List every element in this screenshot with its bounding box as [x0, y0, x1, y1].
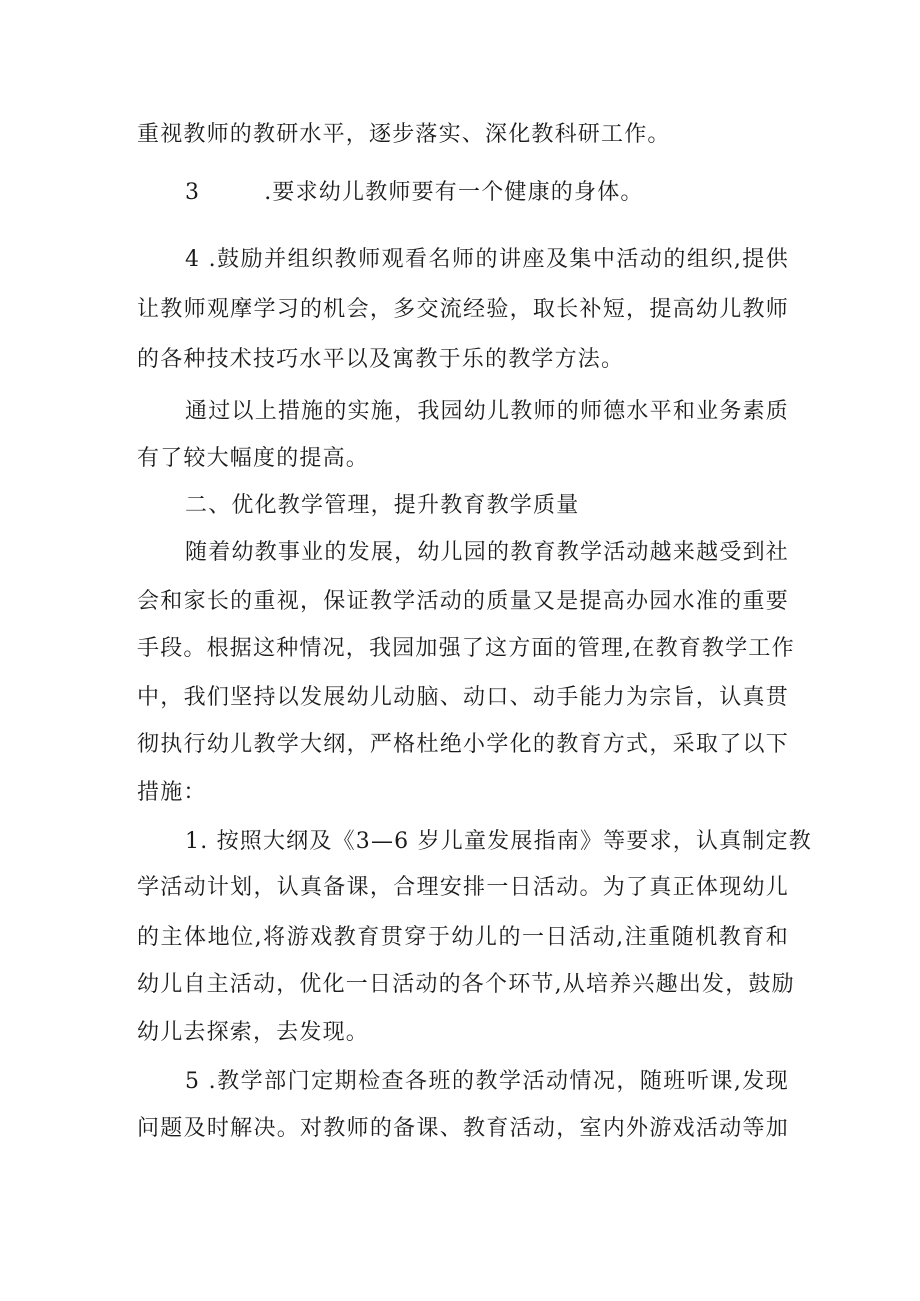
paragraph-line: 让教师观摩学习的机会，多交流经验，取长补短，提高幼儿教师	[137, 297, 789, 322]
list-item-text: .要求幼儿教师要有一个健康的身体。	[264, 180, 644, 205]
paragraph-line: 问题及时解决。对教师的备课、教育活动，室内外游戏活动等加	[137, 1116, 789, 1141]
paragraph-line: 的各种技术技巧水平以及寓教于乐的教学方法。	[137, 347, 625, 372]
paragraph-line: 重视教师的教研水平，逐步落实、深化教科研工作。	[137, 122, 671, 147]
paragraph-line: 幼儿去探索，去发现。	[137, 1020, 370, 1045]
paragraph-line: 的主体地位,将游戏教育贯穿于幼儿的一日活动,注重随机教育和	[137, 925, 789, 950]
list-item-3	[185, 178, 644, 208]
paragraph-line: 1. 按照大纲及《3—6 岁儿童发展指南》等要求，认真制定教	[185, 829, 812, 854]
paragraph-line: 会和家长的重视，保证教学活动的质量又是提高办园水准的重要	[137, 589, 789, 614]
paragraph-line: 通过以上措施的实施，我园幼儿教师的师德水平和业务素质	[185, 399, 789, 424]
paragraph-line: 手段。根据这种情况，我园加强了这方面的管理,在教育教学工作	[137, 636, 795, 661]
list-item-number: 3	[185, 180, 201, 205]
paragraph-line: 幼儿自主活动，优化一日活动的各个环节,从培养兴趣出发，鼓励	[137, 972, 795, 997]
section-heading: 二、优化教学管理，提升教育教学质量	[185, 493, 580, 518]
paragraph-line: 4 .鼓励并组织教师观看名师的讲座及集中活动的组织,提供	[185, 247, 789, 272]
paragraph-line: 5 .教学部门定期检查各班的教学活动情况，随班听课,发现	[185, 1069, 789, 1094]
paragraph-line: 中，我们坚持以发展幼儿动脑、动口、动手能力为宗旨，认真贯	[137, 685, 789, 710]
paragraph-line: 彻执行幼儿教学大纲，严格杜绝小学化的教育方式，采取了以下	[137, 732, 789, 757]
paragraph-line: 学活动计划，认真备课，合理安排一日活动。为了真正体现幼儿	[137, 875, 789, 900]
paragraph-line: 随着幼教事业的发展，幼儿园的教育教学活动越来越受到社	[185, 540, 789, 565]
paragraph-line: 措施：	[137, 780, 207, 805]
paragraph-line: 有了较大幅度的提高。	[137, 446, 370, 471]
